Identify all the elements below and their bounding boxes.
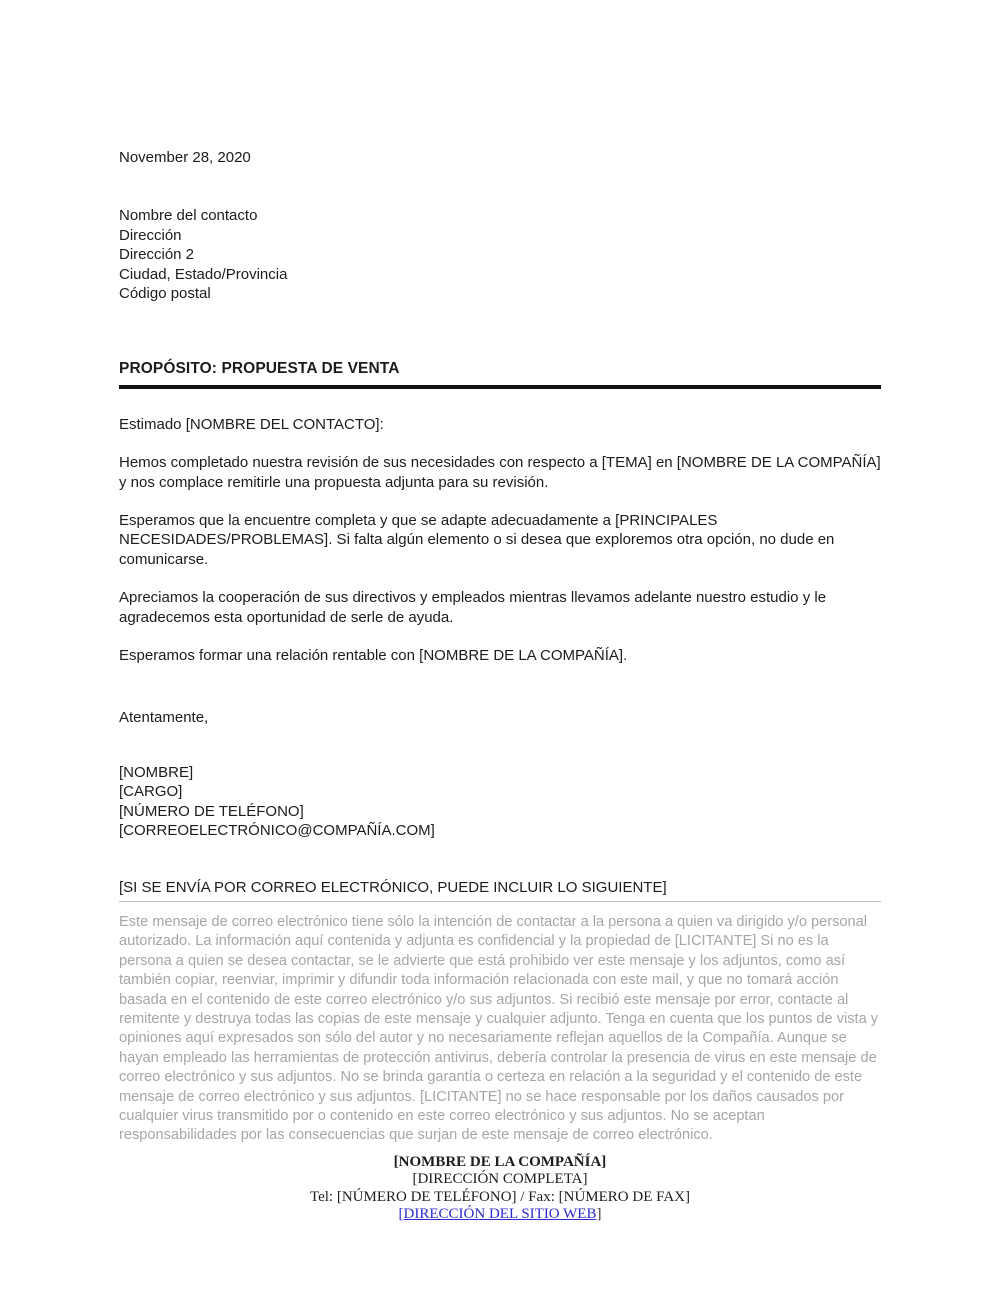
- website-bracket-open: [: [398, 1206, 404, 1223]
- disclaimer-divider: [119, 901, 881, 902]
- letter-footer: [119, 1154, 881, 1224]
- recipient-city-state: Ciudad, Estado/Provincia: [119, 265, 288, 283]
- recipient-name: Nombre del contacto: [119, 207, 258, 225]
- recipient-address-2: Dirección 2: [119, 246, 195, 264]
- recipient-postal-code: Código postal: [119, 285, 211, 303]
- signature-email: [CORREOELECTRÓNICO@COMPAÑÍA.COM]: [119, 822, 435, 840]
- recipient-block: [119, 206, 881, 303]
- signature-phone: [NÚMERO DE TELÉFONO]: [119, 802, 304, 820]
- subject-divider: [119, 385, 881, 389]
- salutation: Estimado [NOMBRE DEL CONTACTO]:: [119, 415, 384, 433]
- signature-name: [NOMBRE]: [119, 763, 194, 781]
- body-paragraph-2: Esperamos que la encuentre completa y que se adapte adecuadamente a [PRINCIPALES NECESIDADES/PROBLEMAS]. Si falta algún elemento o si desea que exploremos otra opción, no dude en comunicarse.: [119, 512, 835, 568]
- body-paragraph-1: Hemos completado nuestra revisión de sus necesidades con respecto a [TEMA] en [NOMBRE DE LA COMPAÑÍA] y nos complace remitirle una propuesta adjunta para su revisión.: [119, 454, 881, 491]
- recipient-address-1: Dirección: [119, 226, 182, 244]
- signature-block: [119, 763, 881, 841]
- email-note: [SI SE ENVÍA POR CORREO ELECTRÓNICO, PUEDE INCLUIR LO SIGUIENTE]: [119, 878, 667, 896]
- footer-address: [DIRECCIÓN COMPLETA]: [412, 1171, 588, 1188]
- letter-date: November 28, 2020: [119, 149, 251, 166]
- footer-tel-fax: Tel: [NÚMERO DE TELÉFONO] / Fax: [NÚMERO DE FAX]: [309, 1188, 691, 1205]
- footer-website-line: [119, 1206, 881, 1224]
- website-link[interactable]: DIRECCIÓN DEL SITIO WEB: [403, 1206, 597, 1223]
- body-paragraph-3: Apreciamos la cooperación de sus directivos y empleados mientras llevamos adelante nuestro estudio y le agradecemos esta oportunidad de serle de ayuda.: [119, 589, 827, 626]
- website-bracket-close: ]: [596, 1206, 602, 1223]
- signature-title: [CARGO]: [119, 783, 183, 801]
- footer-company-name: [NOMBRE DE LA COMPAÑÍA]: [393, 1153, 607, 1170]
- closing: Atentamente,: [119, 708, 209, 726]
- email-disclaimer: Este mensaje de correo electrónico tiene sólo la intención de contactar a la persona a quien va dirigido y/o personal autorizado. La información aquí contenida y adjunta es confidencial y la propiedad de [LICITANTE] Si no es la persona a quien se desea contactar, se le advierte que está prohibido ver este mensaje y los adjuntos, como así también copiar, reenviar, imprimir y difundir toda información relacionada con este mail, y que no tomará acción basada en el contenido de este correo electrónico y/o sus adjuntos. Si recibió este mensaje por error, contacte al remitente y destruya todas las copias de este mensaje y cualquier adjunto. Tenga en cuenta que los puntos de vista y opiniones aquí expresados son sólo del autor y no necesariamente reflejan aquellos de la Compañía. Aunque se hayan empleado las herramientas de protección antivirus, debería controlar la presencia de virus en este mensaje de correo electrónico y sus adjuntos. No se brinda garantía o certeza en relación a la seguridad y el contenido de este mensaje de correo electrónico y sus adjuntos. [LICITANTE] no se hace responsable por los daños causados por cualquier virus transmitido por o contenido en este correo electrónico y sus adjuntos. No se aceptan responsabilidades por las consecuencias que surjan de este mensaje de correo electrónico.: [119, 913, 879, 1144]
- body-paragraph-4: Esperamos formar una relación rentable con [NOMBRE DE LA COMPAÑÍA].: [119, 647, 628, 665]
- subject-line: PROPÓSITO: PROPUESTA DE VENTA: [119, 360, 400, 378]
